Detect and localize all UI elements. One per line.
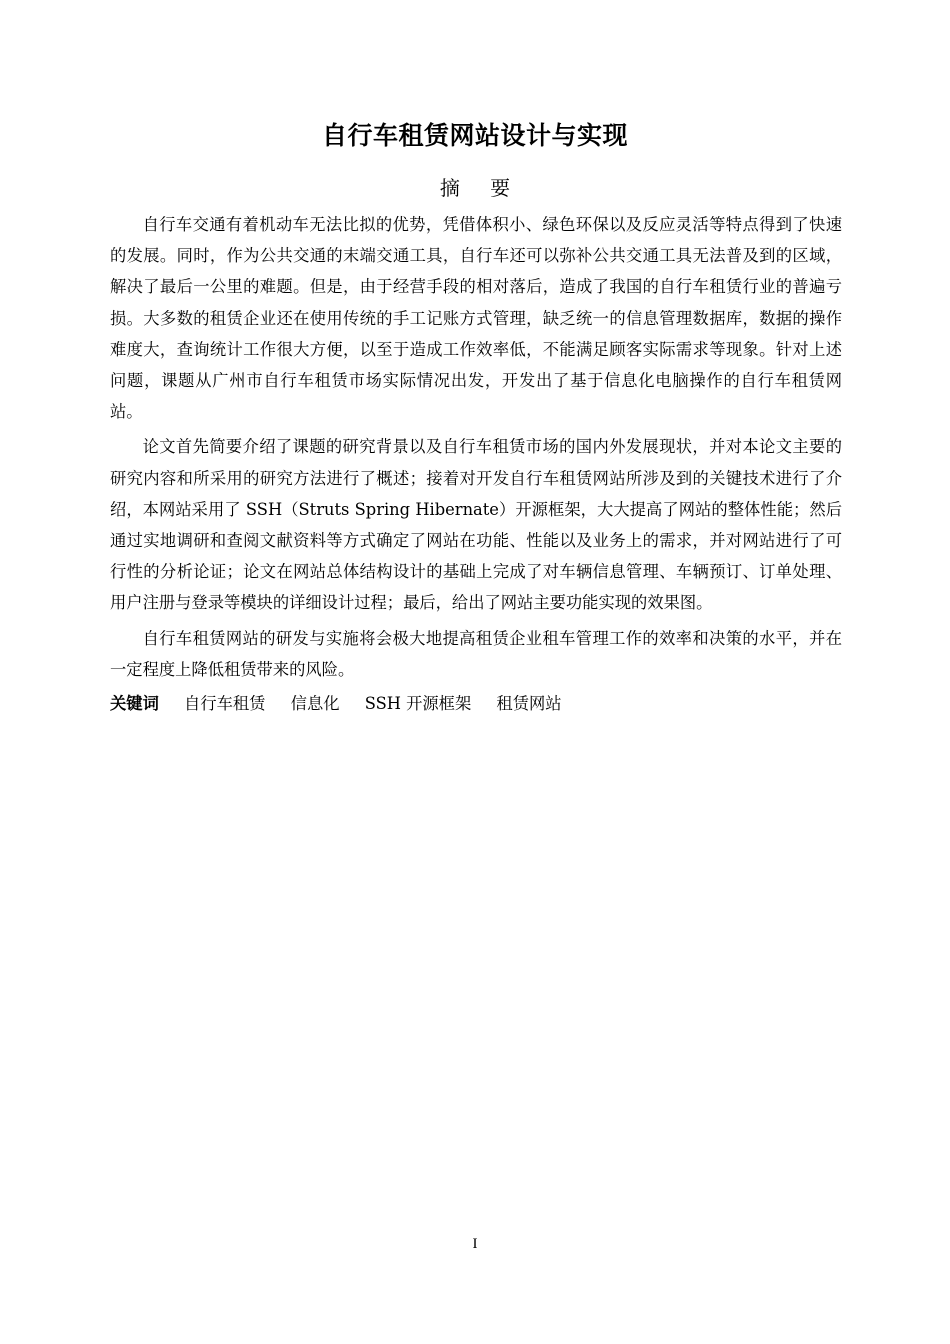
- document-title: 自行车租赁网站设计与实现: [321, 121, 628, 150]
- keyword: 自行车租赁: [184, 694, 266, 714]
- page-number: I: [472, 1236, 478, 1252]
- abstract-paragraph: 自行车交通有着机动车无法比拟的优势，凭借体积小、绿色环保以及反应灵活等特点得到了快速的发展。同时，作为公共交通的末端交通工具，自行车还可以弥补公共交通工具无法普及到的区域，解决了最后一公里的难题。但是，由于经营手段的相对落后，造成了我国的自行车租赁行业的普遍亏损。大多数的租赁企业还在使用传统的手工记账方式管理，缺乏统一的信息管理数据库，数据的操作难度大，查询统计工作很大方便，以至于造成工作效率低，不能满足顾客实际需求等现象。针对上述问题，课题从广州市自行车租赁市场实际情况出发，开发出了基于信息化电脑操作的自行车租赁网站。: [110, 215, 842, 422]
- keyword: 信息化: [290, 694, 340, 714]
- keywords-line: [110, 689, 842, 719]
- abstract-heading: 摘 要: [439, 176, 523, 200]
- abstract-paragraph: 自行车租赁网站的研发与实施将会极大地提高租赁企业租车管理工作的效率和决策的水平，并在一定程度上降低租赁带来的风险。: [110, 628, 842, 679]
- keyword: SSH 开源框架: [364, 694, 472, 714]
- keyword: 租赁网站: [496, 694, 562, 714]
- abstract-paragraph: 论文首先简要介绍了课题的研究背景以及自行车租赁市场的国内外发展现状，并对本论文主要的研究内容和所采用的研究方法进行了概述；接着对开发自行车租赁网站所涉及到的关键技术进行了介绍，本网站采用了 SSH（Struts Spring Hibernate）开源框架，大大提高了网站的整体性能；然后通过实地调研和查阅文献资料等方式确定了网站在功能、性能以及业务上的需求，并对网站进行了可行性的分析论证；论文在网站总体结构设计的基础上完成了对车辆信息管理、车辆预订、订单处理、用户注册与登录等模块的详细设计过程；最后，给出了网站主要功能实现的效果图。: [110, 437, 842, 613]
- abstract-body: [110, 209, 842, 719]
- keywords-label: 关键词: [110, 694, 159, 714]
